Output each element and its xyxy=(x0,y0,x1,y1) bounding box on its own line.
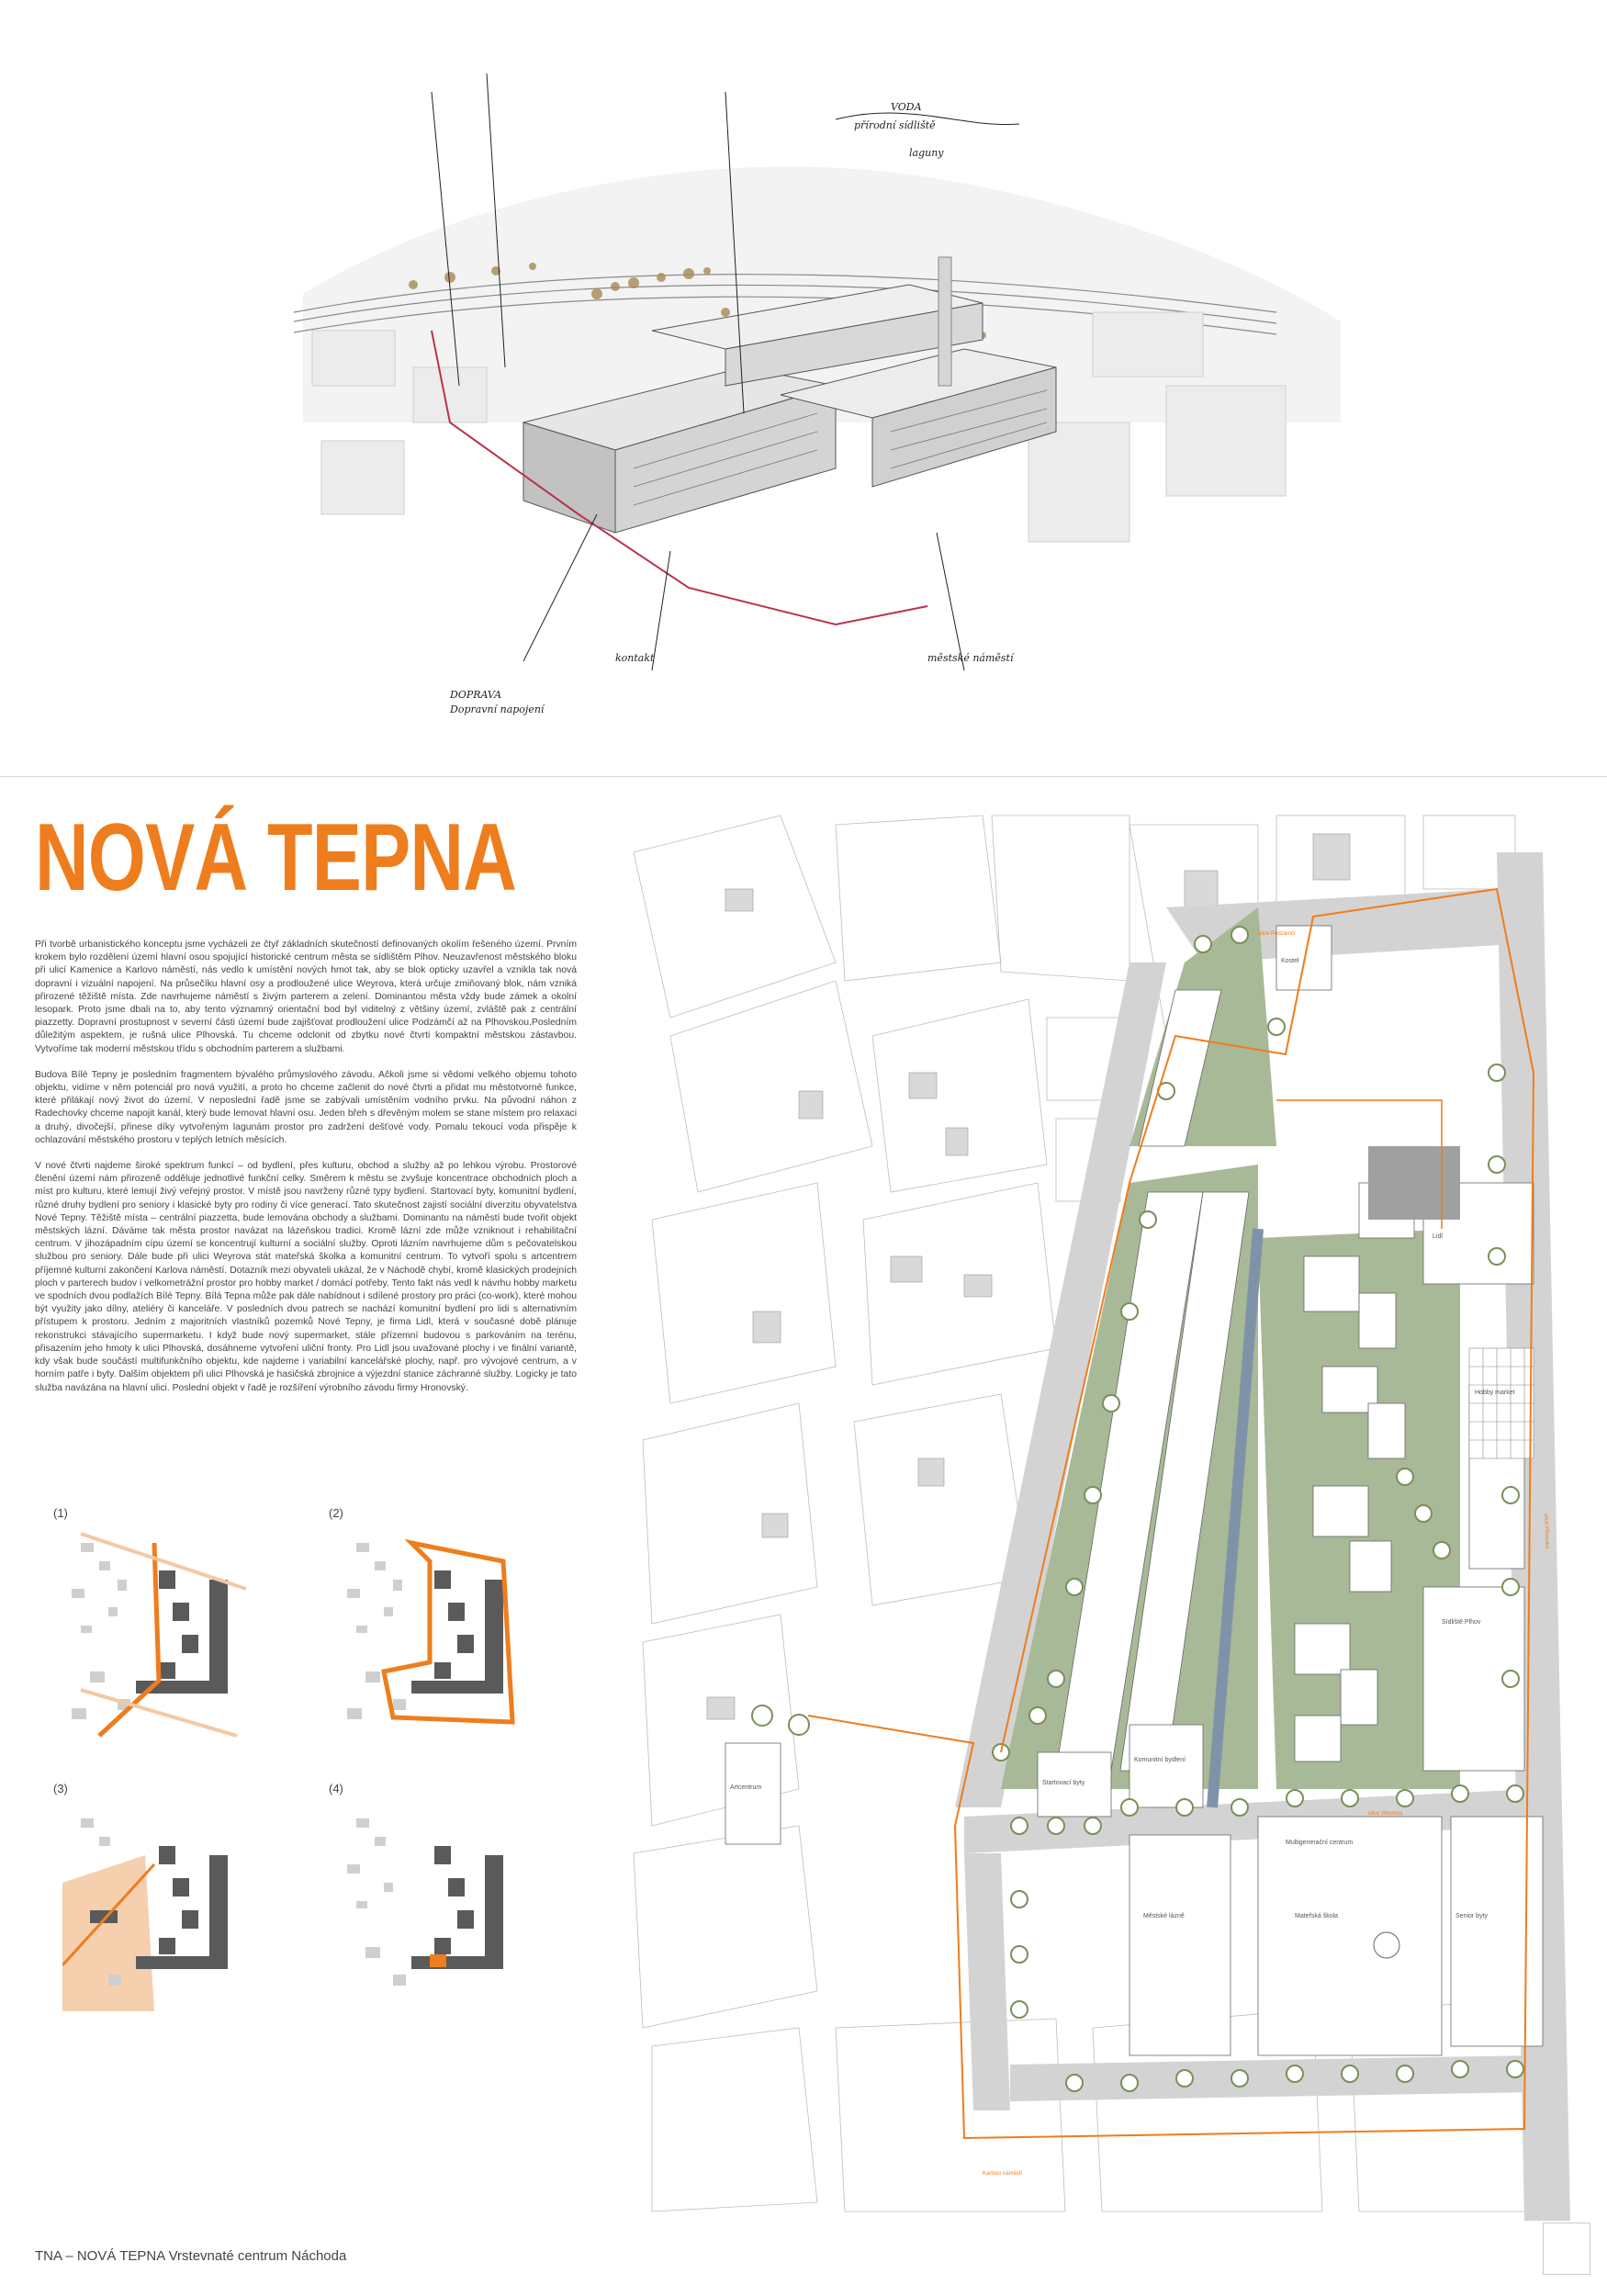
plan-label-skolka: Mateřská škola xyxy=(1295,1913,1339,1919)
sketch-note-sidliste: přírodní sídliště xyxy=(854,119,936,131)
plan-label-lidl: Lidl xyxy=(1433,1233,1443,1240)
street-label-karlovo: Karlovo náměstí xyxy=(983,2171,1023,2177)
street-label-podzamci: ulice Podzámčí xyxy=(1258,931,1296,937)
plan-label-senior: Senior byty xyxy=(1455,1913,1489,1919)
master-plan xyxy=(615,797,1589,2221)
paragraph-10: Bílá Tepna může pak dále nabídnout i sdílené prostory pro práci (co-work), které mohou být využity jako dílny, ateliéry či kanceláře. V posledních dvou patrech se nachází komunitní bydlení pro lidi s alternativním přístupem k prostoru. xyxy=(35,1291,577,1328)
plan-label-hobby: Hobby market xyxy=(1475,1390,1515,1396)
paragraph-4: Dopravní prostupnost v severní části území bude zajišťovat prodloužení ulice Podzámčí až na Plhovskou.Posledním důležitým aspektem, je rušná ulice Plhovská. Tu chceme odclonit od zbytku nové čtvrti kompaktní městskou zástavbou. Vytvoříme tak moderní městskou třídu s obchodním parterem a službami. xyxy=(35,1018,577,1054)
description-text xyxy=(35,939,577,1408)
scheme-2 xyxy=(310,1506,558,1745)
sketch-note-kontakt: kontakt xyxy=(615,652,655,664)
scheme-label: (1) xyxy=(53,1506,68,1520)
scheme-1 xyxy=(35,1506,283,1745)
paragraph-8: Těžiště místa – centrální piazzetta, bude lemována obchody a službami. Dominantu na náměstí bude tvořit objekt městských lázní. Dáváme tak města prostor navázat na lázeňskou tradici. Kromě lázní zde může vzniknout i rehabilitační centrum. V jihozápadním cípu území se koncentrují kulturní a sociální služby. Oproti lázním navrhujeme dům s pečovatelskou službou pro seniory. Dále bude při ulici Weyrova stát mateřská školka a komunitní centrum. To vytvoří spolu s artcentrem příjemné kulturní zakončení Karlova náměstí. xyxy=(35,1212,578,1276)
footer-box xyxy=(1543,2223,1590,2275)
street-label-weyrova: ulice Weyrova xyxy=(1368,1811,1403,1817)
sketch-note-dopravni: Dopravní napojení xyxy=(450,703,545,715)
paragraph-1: Při tvorbě urbanistického konceptu jsme vycházeli ze čtyř základních skutečností definovaných okolím řešeného území. Prvním krokem bylo rozdělení území hlavní osou spojující historické centrum města se sídlištěm Plhov. xyxy=(35,940,577,963)
paragraph-6: V neposlední řadě jsme se zabývali umístěním vodního prvku. Na původní náhon z Radechovky chceme napojit kanál, který bude lemovat hlavní osu. Jeden břeh s dřevěným molem se stane místem pro relaxaci a druhý, divočejší, přinese díky vytvořeným lagunám prostor pro zadržení dešťové vody. Pomalu tekoucí voda přispěje k ochlazování městského prostoru v teplých letních měsících. xyxy=(35,1096,577,1145)
sketch-note-doprava: DOPRAVA xyxy=(450,689,502,701)
plan-label-startovaci: Startovací byty xyxy=(1042,1780,1085,1786)
paragraph-11: Jedním z majoritních vlastníků pozemků Nové Tepny, je firma Lidl, která v současné době plánuje rekonstrukci stávajícího supermarketu. I když bude nový supermarket, stále přízemní budovou s parkováním na terénu, přisazením jeho hmoty k ulici Plhovská, dosáhneme vytvoření uliční fronty. Pro Lidl jsou uvažované plochy i ve finální variantě, kdy však bude součástí multifunkčního objektu, kde najdeme i variabilní kancelářské plochy, např. pro vývojové centrum, a v horním patře i byty. Dalším objektem při ulici Plhovská je hasičská zbrojnice a výjezdní stanice záchranné služby. Logicky je tato služba navázána na hlavní ulici. Poslední objekt v řadě je rozšíření výrobního závodu firmy Hronovský. xyxy=(35,1317,577,1393)
plan-label-kostel: Kostel xyxy=(1281,958,1299,964)
scheme-4 xyxy=(310,1782,558,2020)
page-title: NOVÁ TEPNA xyxy=(35,805,517,911)
plan-label-lazne: Městské lázně xyxy=(1143,1913,1185,1919)
scheme-label: (2) xyxy=(329,1506,343,1520)
plan-label-plhov: Sídliště Plhov xyxy=(1442,1619,1481,1626)
paragraph-9: Dotazník mezi obyvateli ukázal, že v Náchodě chybí, kromě klasických prodejních ploch v parterech budov i velkometrážní prostor pro hobby market / domácí potřeby. Tento fakt nás vedl k návrhu hobby marketu ve spodních dvou podlažích Bílé Tepny. xyxy=(35,1265,578,1302)
street-label-plhovska: ulice Plhovská xyxy=(1543,1513,1550,1549)
scheme-label: (4) xyxy=(329,1782,343,1795)
plan-label-multigen: Multigenerační centrum xyxy=(1286,1840,1354,1846)
sketch-note-laguny: laguny xyxy=(909,147,944,159)
paragraph-3: Dominantou města vždy bude zámek a okolní lesopark. Proto jsme dbali na to, aby tento významný orientační bod byl viditelný z většiny území, zvláště pak z centrální piazzetty. xyxy=(35,991,578,1029)
paragraph-7: V nové čtvrti najdeme široké spektrum funkcí – od bydlení, přes kulturu, obchod a služby až po lehkou výrobu. Prostorové členění území nám přirozeně odděluje jednotlivé funkční celky. Směrem k městu se zvyšuje koncentrace obchodních ploch a míst pro kulturu, které lemují živý veřejný prostor. V místě jsou navrženy různé typy bydlení. Startovací byty, komunitní bydlení, různé druhy bydlení pro seniory i klasické byty pro rodiny či více generací. Tato skutečnost zajistí sociální diverzitu obyvatelstva Nové Tepny. xyxy=(35,1161,577,1223)
paragraph-5: Budova Bílé Tepny je posledním fragmentem bývalého průmyslového závodu. Ačkoli jsme si vědomi velkého objemu tohoto objektu, vidíme v něm potenciál pro nová využití, a proto ho chceme začlenit do nové čtvrti a přidat mu městotvorné funkce, které přilákají nový život do území. xyxy=(35,1069,577,1107)
sketch-note-namesti: městské náměstí xyxy=(927,652,1014,664)
plan-label-komunitni: Komunitní bydlení xyxy=(1134,1757,1186,1763)
sketch-note-voda: VODA xyxy=(891,101,922,113)
concept-schemes xyxy=(35,1506,577,2020)
hero-sketch xyxy=(266,37,1359,735)
paragraph-2: Neuzavřenost městského bloku při ulicí Kamenice a Karlovo náměstí, nás vedlo k umístění nových hmot tak, aby se blok opticky uzavřel a vznikla tak nová dopravní i vizuální napojení. Na průsečíku hlavní osy a prodloužené ulice Weyrova, která určuje zmiňovaný blok, nám vzniká přirozené těžiště místa. Zde navrhujeme náměstí s živým parterem a zelení. xyxy=(35,952,577,1002)
footer-caption: TNA – NOVÁ TEPNA Vrstevnaté centrum Náchoda xyxy=(35,2248,347,2264)
scheme-3 xyxy=(35,1782,283,2020)
plan-label-artcentrum: Artcentrum xyxy=(730,1784,762,1791)
scheme-label: (3) xyxy=(53,1782,68,1795)
divider xyxy=(0,776,1607,777)
